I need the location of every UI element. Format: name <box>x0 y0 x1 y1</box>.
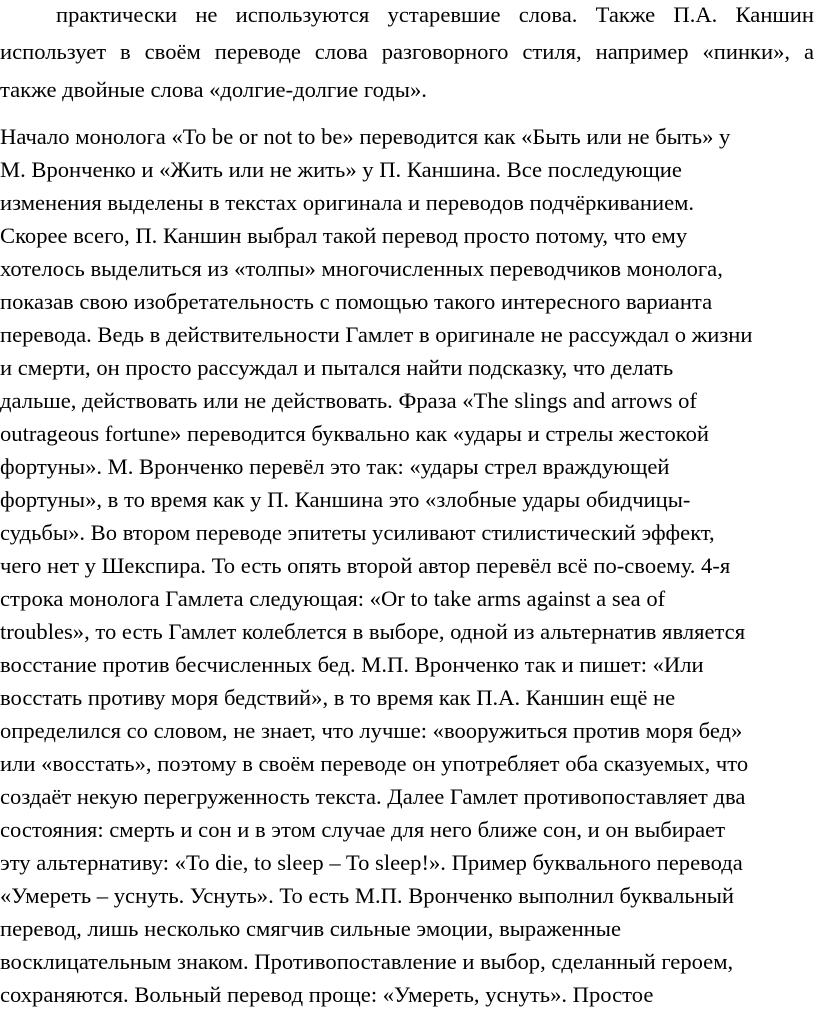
text-line: сохраняются. Вольный перевод проще: «Умереть, уснуть». Простое <box>0 982 654 1007</box>
text-line: судьбы». Во втором переводе эпитеты усиливают стилистический эффект, <box>0 520 715 545</box>
text-line: перевода. Ведь в действительности Гамлет в оригинале не рассуждал о жизни <box>0 322 753 347</box>
text-line: Начало монолога «To be or not to be» переводится как «Быть или не быть» у <box>0 124 731 149</box>
text-line: изменения выделены в текстах оригинала и переводов подчёркиванием. <box>0 190 695 215</box>
text-line: использует в своём переводе слова разговорного стиля, например «пинки», а <box>0 39 814 64</box>
text-line: фортуны». М. Вронченко перевёл это так: «удары стрел враждующей <box>0 454 670 479</box>
text-line: и смерти, он просто рассуждал и пытался найти подсказку, что делать <box>0 355 674 380</box>
text-line: М. Вронченко и «Жить или не жить» у П. Каншина. Все последующие <box>0 157 682 182</box>
text-line: Скорее всего, П. Каншин выбрал такой перевод просто потому, что ему <box>0 223 688 248</box>
text-line: или «восстать», поэтому в своём переводе он употребляет оба сказуемых, что <box>0 751 749 776</box>
text-line: показав свою изобретательность с помощью такого интересного варианта <box>0 289 713 314</box>
text-line: дальше, действовать или не действовать. Фраза «The slings and arrows of <box>0 388 697 413</box>
text-line: эту альтернативу: «To die, to sleep – To sleep!». Пример буквального перевода <box>0 850 743 875</box>
text-line: troubles», то есть Гамлет колеблется в выборе, одной из альтернатив является <box>0 619 746 644</box>
text-line: хотелось выделиться из «толпы» многочисленных переводчиков монолога, <box>0 256 723 281</box>
text-line: также двойные слова «долгие-долгие годы». <box>0 77 427 102</box>
text-line: восклицательным знаком. Противопоставление и выбор, сделанный героем, <box>0 949 734 974</box>
text-line: практически не используются устаревшие слова. Также П.А. Каншин <box>56 2 814 27</box>
text-line: чего нет у Шекспира. То есть опять второй автор перевёл всё по-своему. 4-я <box>0 553 731 578</box>
text-line: строка монолога Гамлета следующая: «Or to take arms against a sea of <box>0 586 666 611</box>
text-line: восстать противу моря бедствий», в то время как П.А. Каншин ещё не <box>0 685 676 710</box>
text-line: outrageous fortune» переводится буквально как «удары и стрелы жестокой <box>0 421 709 446</box>
text-line: состояния: смерть и сон и в этом случае для него ближе сон, и он выбирает <box>0 817 726 842</box>
text-line: создаёт некую перегруженность текста. Далее Гамлет противопоставляет два <box>0 784 746 809</box>
text-line: определился со словом, не знает, что лучше: «вооружиться против моря бед» <box>0 718 743 743</box>
text-line: «Умереть – уснуть. Уснуть». То есть М.П. Вронченко выполнил буквальный <box>0 883 735 908</box>
text-line: фортуны», в то время как у П. Каншина это «злобные удары обидчицы- <box>0 487 691 512</box>
text-line: перевод, лишь несколько смягчив сильные эмоции, выраженные <box>0 916 621 941</box>
text-line: восстание против бесчисленных бед. М.П. Вронченко так и пишет: «Или <box>0 652 704 677</box>
